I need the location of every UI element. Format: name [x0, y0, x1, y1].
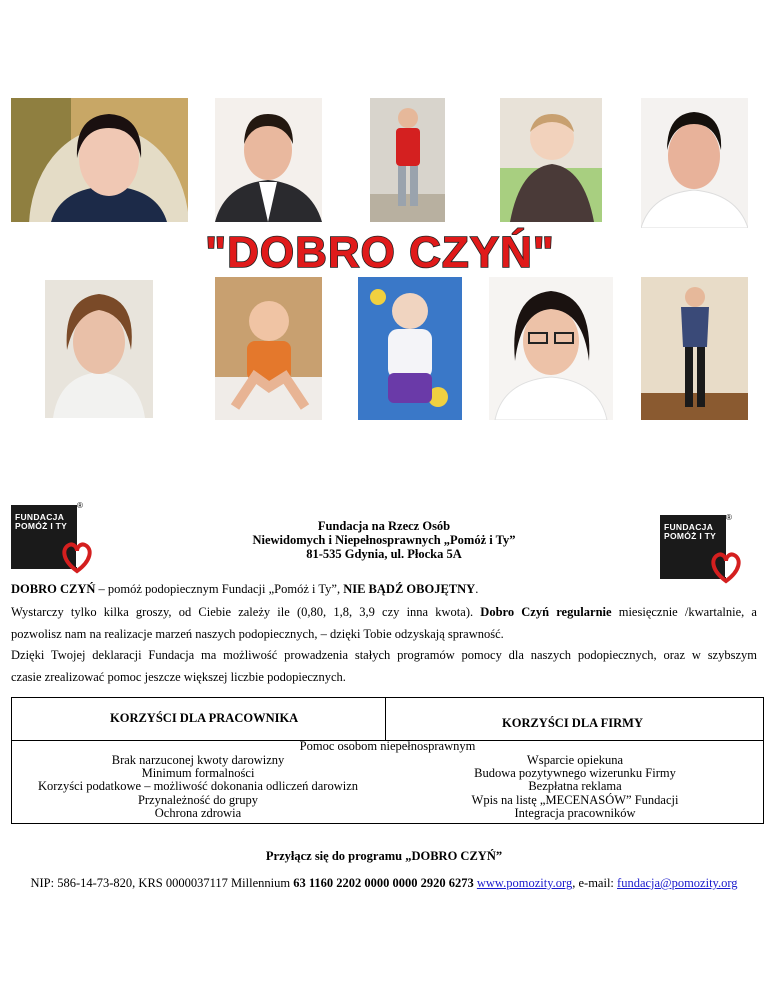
- list-item: Bezpłatna reklama: [528, 779, 622, 793]
- list-item: Minimum formalności: [141, 766, 255, 780]
- table-divider: [385, 697, 386, 740]
- photo-woman-standing: [641, 277, 748, 420]
- org-address: 81-535 Gdynia, ul. Płocka 5A: [306, 547, 462, 561]
- para3-line1: Dzięki Twojej deklaracji Fundacja ma możliwość prowadzenia stałych programów pomocy dla naszych podopiecznych, oraz w szybszym: [11, 648, 757, 662]
- list-item: Wpis na listę „MECENASÓW” Fundacji: [471, 793, 679, 807]
- photo-toddler-blanket: [500, 98, 602, 222]
- footer-ids: NIP: 586-14-73-820, KRS 0000037117 Millennium: [30, 876, 294, 890]
- heart-icon: [708, 547, 744, 585]
- logo-text: FUNDACJA POMÓŻ I TY: [664, 522, 717, 541]
- registered-mark: ®: [77, 501, 83, 510]
- photo-girl-armchair: [11, 98, 188, 222]
- footer-contact: [0, 876, 768, 891]
- para2-bold: Dobro Czyń regularnie: [480, 605, 612, 619]
- para2-text-a: Wystarczy tylko kilka groszy, od Ciebie zależy ile (0,80, 1,8, 3,9 czy inna kwota).: [11, 605, 474, 619]
- para2-line2: pozwolisz nam na realizacje marzeń naszych podopiecznych, – dzięki Tobie odzyskają sprawność.: [11, 627, 504, 641]
- intro-end: .: [475, 582, 479, 596]
- shared-benefit: Pomoc osobom niepełnosprawnym: [299, 739, 476, 753]
- intro-bold-start: DOBRO CZYŃ: [11, 582, 96, 596]
- intro-paragraph: [11, 582, 757, 596]
- org-name-line2: Niewidomych i Niepełnosprawnych „Pomóż i Ty”: [252, 533, 516, 547]
- para2-text-b: miesięcznie /kwartalnie, a: [618, 605, 757, 619]
- bank-account: 63 1160 2202 0000 0000 2920 6273: [293, 876, 474, 890]
- list-item: Wsparcie opiekuna: [526, 753, 624, 767]
- list-item: Ochrona zdrowia: [154, 806, 242, 820]
- para3-line2: czasie zrealizować pomoc jeszcze większej liczbie podopiecznych.: [11, 670, 346, 684]
- svg-text:"DOBRO CZYŃ": "DOBRO CZYŃ": [205, 228, 555, 277]
- photo-boy-standing: [370, 98, 445, 222]
- registered-mark: ®: [726, 513, 732, 522]
- organization-address: [180, 519, 588, 561]
- company-benefits-header: KORZYŚCI DLA FIRMY: [502, 716, 643, 730]
- list-item: Przynależność do grupy: [137, 793, 259, 807]
- footer-separator: , e-mail:: [572, 876, 618, 890]
- list-item: Korzyści podatkowe – możliwość dokonania odliczeń darowizn: [37, 779, 359, 793]
- foundation-logo-right: [660, 515, 740, 587]
- intro-text: – pomóż podopiecznym Fundacji „Pomóż i Ty”,: [95, 582, 344, 596]
- heart-icon: [59, 537, 95, 575]
- logo-text: FUNDACJA POMÓŻ I TY: [15, 512, 68, 531]
- join-program-text: Przyłącz się do programu „DOBRO CZYŃ”: [265, 849, 503, 863]
- photo-young-man-suit: [215, 98, 322, 222]
- photo-teen-boy: [641, 98, 748, 228]
- photo-boy-sitting: [215, 277, 322, 420]
- para2-line1: [11, 605, 757, 619]
- list-item: Integracja pracowników: [514, 806, 636, 820]
- photo-baby-lying: [358, 277, 462, 420]
- photo-girl-sweater: [45, 280, 153, 418]
- foundation-logo-left: [11, 501, 91, 577]
- email-link[interactable]: fundacja@pomozity.org: [617, 876, 738, 890]
- intro-bold-end: NIE BĄDŹ OBOJĘTNY: [343, 582, 476, 596]
- employee-benefits-header: KORZYŚCI DLA PRACOWNIKA: [110, 711, 299, 725]
- list-item: Budowa pozytywnego wizerunku Firmy: [474, 766, 676, 780]
- website-link[interactable]: www.pomozity.org: [476, 876, 573, 890]
- page-title: [200, 222, 560, 280]
- org-name-line1: Fundacja na Rzecz Osób: [317, 519, 451, 533]
- list-item: Brak narzuconej kwoty darowizny: [111, 753, 285, 767]
- photo-woman-glasses: [489, 277, 613, 420]
